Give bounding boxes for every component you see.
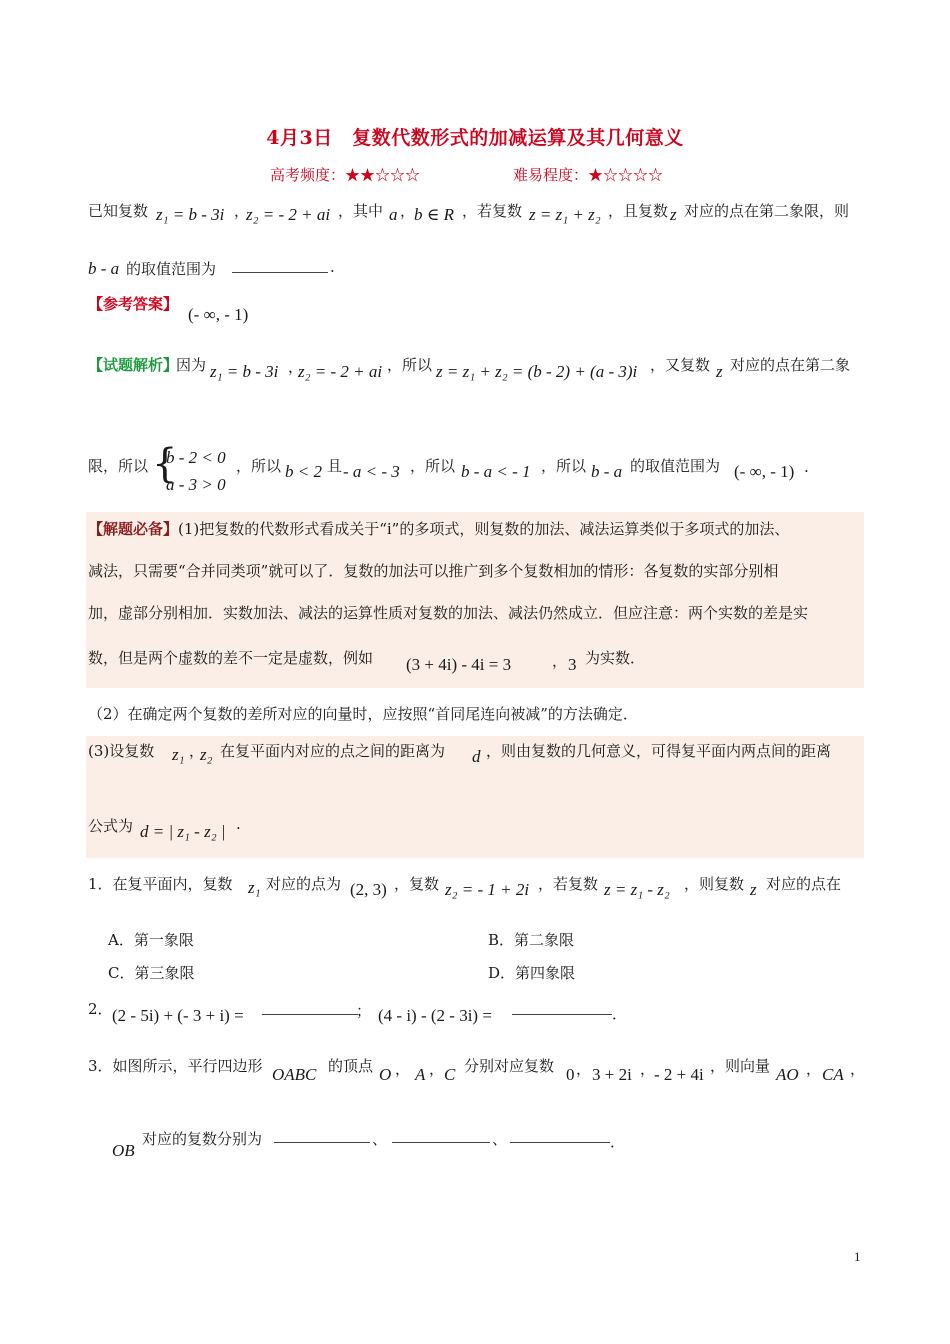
q3-comma-5: ， <box>806 1060 822 1078</box>
q3-vector-ca <box>822 1065 844 1085</box>
analysis-text-3: ，又复数 <box>650 356 711 374</box>
hint-line-4a: 数，但是两个虚数的差不一定是虚数，例如 <box>88 649 374 667</box>
hint-i: i <box>386 519 392 538</box>
analysis-z1-expr: z₁ = b - 3i <box>210 362 279 381</box>
problem-comma-1: ， <box>234 202 250 220</box>
analysis-text-1: 因为 <box>176 356 207 374</box>
q1-z1-var: z₁ <box>248 878 261 897</box>
page-title: 4月3日 复数代数形式的加减运算及其几何意义 <box>266 127 684 149</box>
q1-point: (2, 3) <box>350 880 387 899</box>
q1-text-3: ，复数 <box>394 875 440 893</box>
hint-distance-formula <box>140 822 226 842</box>
system-brace: { <box>152 441 178 487</box>
analysis-z-var: z <box>716 362 723 381</box>
q3-vector-ca-var: CA <box>822 1065 844 1084</box>
analysis-text-9: ，所以 <box>541 457 587 475</box>
hint-label: 【解题必备】 <box>88 520 179 538</box>
result-3 <box>461 462 531 482</box>
analysis-z2 <box>298 362 382 382</box>
problem-b-minus-a-expr: b - a <box>88 259 120 278</box>
q1-option-d[interactable]: D．第四象限 <box>488 964 576 982</box>
problem-z-sum <box>529 205 601 225</box>
q3-oabc <box>272 1065 316 1085</box>
q3-vertex-o <box>379 1065 391 1085</box>
problem-text-3: ，若复数 <box>462 202 523 220</box>
q3-oabc-var: OABC <box>272 1065 317 1084</box>
q1-text-1: 1．在复平面内，复数 <box>88 875 233 893</box>
q3-end: ． <box>610 1133 626 1151</box>
q3-vertex-o-var: O <box>379 1065 392 1084</box>
q3-text-4: ，则向量 <box>710 1057 771 1075</box>
inequality-2 <box>166 475 226 495</box>
frequency-label: 高考频度： <box>270 166 346 184</box>
page-number: 1 <box>854 1249 861 1264</box>
q1-z-expr: z = z₁ - z₂ <box>604 880 670 899</box>
problem-text-7: . <box>330 258 335 276</box>
hint-example: (3 + 4i) - 4i = 3 <box>406 655 512 674</box>
analysis-label: 【试题解析】 <box>88 356 179 374</box>
q1-z-var-i: z <box>750 880 757 899</box>
q3-vertex-c <box>444 1065 455 1085</box>
inequality-1-expr: b - 2 < 0 <box>166 448 226 467</box>
hint-line-5: （2）在确定两个复数的差所对应的向量时，应按照“首同尾连向被减”的方法确定． <box>88 705 638 723</box>
q3-vector-ob-var: OB <box>112 1141 135 1160</box>
q2-number: 2． <box>88 1000 113 1018</box>
hint-line-6b: 在复平面内对应的点之间的距离为 <box>220 742 446 760</box>
q1-text-5: ，则复数 <box>684 875 745 893</box>
answer-label: 【参考答案】 <box>88 295 179 313</box>
q1-z2 <box>445 880 529 900</box>
q3-comma-6: ， <box>850 1060 866 1078</box>
problem-b-minus-a <box>88 259 119 279</box>
inequality-1 <box>166 448 226 468</box>
q2-expr-2: (4 - i) - (2 - 3i) = <box>378 1006 492 1025</box>
difficulty-stars: ★☆☆☆☆ <box>588 166 664 184</box>
q3-vertex-c-var: C <box>444 1065 456 1084</box>
difficulty-label: 难易程度： <box>513 166 589 184</box>
result-2 <box>343 462 400 482</box>
q3-text-3: 分别对应复数 <box>464 1057 555 1075</box>
q3-vector-ob <box>112 1141 135 1161</box>
hint-line-2: 减法，只需要“合并同类项”就可以了．复数的加法可以推广到多个复数相加的情形：各复数的实部分别相 <box>88 562 779 580</box>
problem-text-2: ，其中 <box>338 202 384 220</box>
analysis-text-6: ，所以 <box>236 457 282 475</box>
q3-sep-2: 、 <box>492 1130 508 1148</box>
answer-value: (- ∞, - 1) <box>188 305 249 324</box>
q3-value-2: - 2 + 4i <box>654 1065 704 1084</box>
q1-text-6: 对应的点在 <box>766 875 842 893</box>
inequality-2-expr: a - 3 > 0 <box>166 475 226 494</box>
result-2-expr: - a < - 3 <box>343 462 400 481</box>
hint-line-6a: (3)设复数 <box>88 742 155 760</box>
hint-line-3: 加，虚部分别相加．实数加法、减法的运算性质对复数的加法、减法仍然成立．但应注意：两个实数的差是实 <box>88 604 809 622</box>
q3-comma-4: ， <box>640 1060 656 1078</box>
q3-comma-1: ， <box>395 1060 411 1078</box>
hint-d <box>472 747 481 767</box>
problem-z-var: z <box>670 205 677 224</box>
q3-value-0: 0 <box>566 1065 575 1084</box>
q2-end: ． <box>612 1005 628 1023</box>
q3-comma-3: ， <box>576 1060 592 1078</box>
problem-b-in-r <box>414 205 454 225</box>
hint-z2 <box>200 745 213 765</box>
q2-blank-2[interactable] <box>512 1000 612 1015</box>
analysis-text-7: 且 <box>327 457 343 475</box>
problem-z2 <box>246 205 330 225</box>
analysis-sum <box>436 362 637 382</box>
problem-z1 <box>156 205 224 225</box>
problem-text-6: 的取值范围为 <box>126 260 217 278</box>
answer-blank[interactable] <box>232 258 328 273</box>
hint-line-7b: . <box>236 815 241 833</box>
problem-text-4: ，且复数 <box>608 202 669 220</box>
q3-comma-2: ， <box>429 1060 445 1078</box>
frequency-stars: ★★☆☆☆ <box>345 166 421 184</box>
q3-vertex-a <box>415 1065 425 1085</box>
problem-z1-expr: z₁ = b - 3i <box>156 205 225 224</box>
hint-line-6d: ，则由复数的几何意义，可得复平面内两点间的距离 <box>486 742 832 760</box>
hint-line-1b: ”的多项式，则复数的加法、减法运算类似于多项式的加法、 <box>391 520 790 538</box>
hint-line-1 <box>88 518 789 539</box>
hint-z1 <box>172 745 185 765</box>
problem-a-var: a <box>389 205 398 224</box>
q3-sep-1: 、 <box>372 1130 388 1148</box>
q3-text-5: 对应的复数分别为 <box>142 1130 263 1148</box>
problem-z <box>670 205 677 225</box>
analysis-z2-expr: z₂ = - 2 + ai <box>298 362 383 381</box>
q3-vector-ao-var: AO <box>776 1065 799 1084</box>
hint-z1-var: z₁ <box>172 745 185 764</box>
problem-b-in-r-expr: b ∈ R <box>414 205 454 224</box>
result-1 <box>285 462 322 482</box>
q1-z2-expr: z₂ = - 1 + 2i <box>445 880 530 899</box>
problem-text-5: 对应的点在第二象限，则 <box>684 202 850 220</box>
analysis-text-2: ，所以 <box>387 356 433 374</box>
difficulty-rating <box>513 164 663 185</box>
problem-text-1: 已知复数 <box>88 202 149 220</box>
analysis-z <box>716 362 723 382</box>
q1-z1 <box>248 878 261 898</box>
analysis-z1 <box>210 362 278 382</box>
q1-z <box>604 880 670 900</box>
result-4 <box>591 462 622 482</box>
q1-text-2: 对应的点为 <box>266 875 342 893</box>
hint-comma: ， <box>552 652 568 670</box>
q3-text-1: 3．如图所示，平行四边形 <box>88 1057 263 1075</box>
q3-blank-3[interactable] <box>510 1128 610 1143</box>
hint-line-1a: (1)把复数的代数形式看成关于“ <box>178 520 387 538</box>
q1-z-var <box>750 880 757 900</box>
problem-z-sum-expr: z = z₁ + z₂ <box>529 205 601 224</box>
q3-vertex-a-var: A <box>415 1065 426 1084</box>
q1-option-c[interactable]: C．第三象限 <box>108 964 195 982</box>
hint-distance-formula-expr: d = | z₁ - z₂ | <box>140 822 226 841</box>
hint-line-4b: 为实数． <box>585 649 646 667</box>
q1-text-4: ，若复数 <box>538 875 599 893</box>
result-5: (- ∞, - 1) <box>734 462 795 481</box>
problem-a <box>389 205 398 225</box>
q3-blank-2[interactable] <box>392 1128 490 1143</box>
q3-text-2: 的顶点 <box>328 1057 374 1075</box>
hint-z2-var: z₂ <box>200 745 213 764</box>
analysis-text-8: ，所以 <box>410 457 456 475</box>
result-3-expr: b - a < - 1 <box>461 462 531 481</box>
analysis-text-11: . <box>804 458 809 476</box>
hint-d-var: d <box>472 747 481 766</box>
analysis-text-4: 对应的点在第二象 <box>730 356 851 374</box>
q2-expr-1: (2 - 5i) + (- 3 + i) = <box>112 1006 244 1025</box>
problem-z2-expr: z₂ = - 2 + ai <box>246 205 331 224</box>
q2-blank-1[interactable] <box>262 1000 358 1015</box>
analysis-sum-expr: z = z₁ + z₂ = (b - 2) + (a - 3)i <box>436 362 638 381</box>
result-4-expr: b - a <box>591 462 623 481</box>
q2-separator: ； <box>356 1002 372 1020</box>
hint-line-7a: 公式为 <box>88 817 134 835</box>
problem-comma-2: ， <box>400 202 416 220</box>
q1-option-b[interactable]: B．第二象限 <box>488 931 575 949</box>
q3-value-1: 3 + 2i <box>592 1065 632 1084</box>
q3-vector-ao <box>776 1065 799 1085</box>
analysis-text-10: 的取值范围为 <box>630 457 721 475</box>
analysis-sep-1: ， <box>288 358 304 376</box>
analysis-text-5: 限，所以 <box>88 457 149 475</box>
result-1-expr: b < 2 <box>285 462 322 481</box>
q3-blank-1[interactable] <box>274 1128 370 1143</box>
hint-three: 3 <box>568 655 577 674</box>
frequency-rating <box>270 164 420 185</box>
hint-sep: ， <box>189 742 205 760</box>
q1-option-a[interactable]: A．第一象限 <box>108 931 194 949</box>
